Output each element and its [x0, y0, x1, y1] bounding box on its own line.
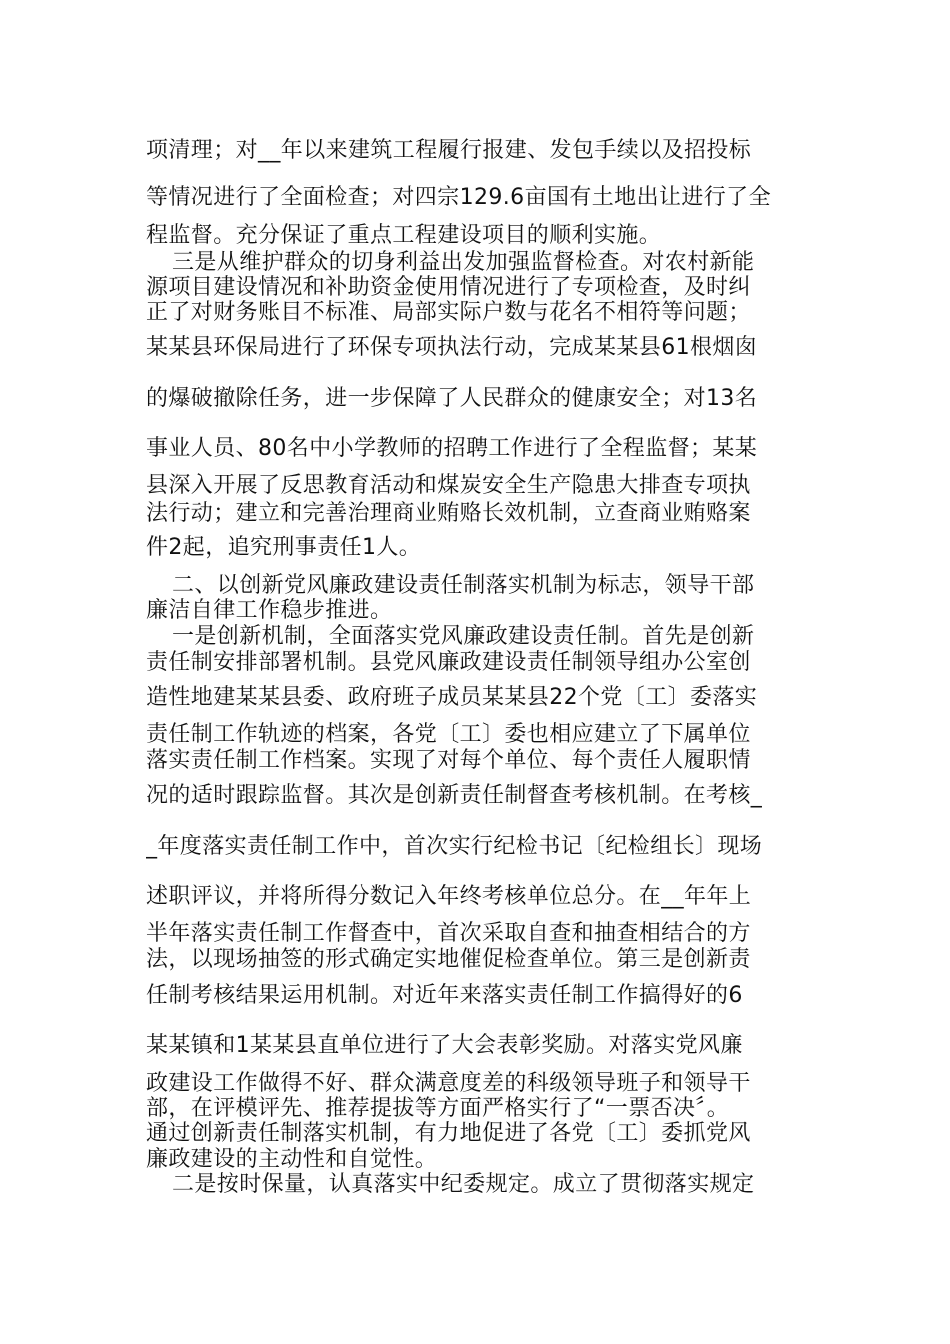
- paragraph-start-line: 二、以创新党风廉政建设责任制落实机制为标志，领导干部: [172, 573, 755, 598]
- text-line: 部，在评模评先、推荐提拔等方面严格实行了“一票否决〞。: [146, 1096, 730, 1121]
- text-line: 通过创新责任制落实机制，有力地促进了各党〔工〕委抓党风: [146, 1121, 751, 1146]
- text-line: 造性地建某某县委、政府班子成员某某县22个党〔工〕委落实: [146, 685, 758, 710]
- text-line: 的爆破撤除任务，进一步保障了人民群众的健康安全；对13名: [146, 386, 758, 411]
- text-line: 法，以现场抽签的形式确定实地催促检查单位。第三是创新责: [146, 947, 751, 972]
- text-line: 源项目建设情况和补助资金使用情况进行了专项检查，及时纠: [146, 275, 751, 300]
- text-line: 责任制工作轨迹的档案，各党〔工〕委也相应建立了下属单位: [146, 722, 751, 747]
- text-line: 任制考核结果运用机制。对近年来落实责任制工作搞得好的6: [146, 983, 743, 1008]
- text-line: 责任制安排部署机制。县党风廉政建设责任制领导组办公室创: [146, 650, 751, 675]
- text-line: 某某镇和1某某县直单位进行了大会表彰奖励。对落实党风廉: [146, 1033, 743, 1058]
- text-line: 落实责任制工作档案。实现了对每个单位、每个责任人履职情: [146, 748, 751, 773]
- text-line: 项清理；对__年以来建筑工程履行报建、发包手续以及招投标: [146, 138, 752, 163]
- paragraph-start-line: 三是从维护群众的切身利益出发加强监督检查。对农村新能: [172, 250, 755, 275]
- text-line: 等情况进行了全面检查；对四宗129.6亩国有土地出让进行了全: [146, 185, 771, 210]
- text-line: 半年落实责任制工作督查中，首次采取自查和抽查相结合的方: [146, 921, 751, 946]
- text-line: 程监督。充分保证了重点工程建设项目的顺利实施。: [146, 223, 662, 248]
- text-line: 某某县环保局进行了环保专项执法行动，完成某某县61根烟囱: [146, 335, 758, 360]
- text-line: 事业人员、80名中小学教师的招聘工作进行了全程监督；某某: [146, 436, 758, 461]
- text-line: 件2起，追究刑事责任1人。: [146, 535, 422, 560]
- text-line: 政建设工作做得不好、群众满意度差的科级领导班子和领导干: [146, 1071, 751, 1096]
- text-line: 廉政建设的主动性和自觉性。: [146, 1147, 438, 1172]
- text-line: 廉洁自律工作稳步推进。: [146, 598, 393, 623]
- text-line: 况的适时跟踪监督。其次是创新责任制督查考核机制。在考核_: [146, 783, 763, 808]
- text-line: _年度落实责任制工作中，首次实行纪检书记〔纪检组长〕现场: [146, 834, 763, 859]
- text-line: 述职评议，并将所得分数记入年终考核单位总分。在__年年上: [146, 884, 752, 909]
- paragraph-start-line: 一是创新机制，全面落实党风廉政建设责任制。首先是创新: [172, 624, 755, 649]
- text-line: 法行动；建立和完善治理商业贿赂长效机制，立查商业贿赂案: [146, 501, 751, 526]
- text-line: 正了对财务账目不标准、局部实际户数与花名不相符等问题；: [146, 300, 751, 325]
- paragraph-start-line: 二是按时保量，认真落实中纪委规定。成立了贯彻落实规定: [172, 1172, 755, 1197]
- text-line: 县深入开展了反思教育活动和煤炭安全生产隐患大排查专项执: [146, 473, 751, 498]
